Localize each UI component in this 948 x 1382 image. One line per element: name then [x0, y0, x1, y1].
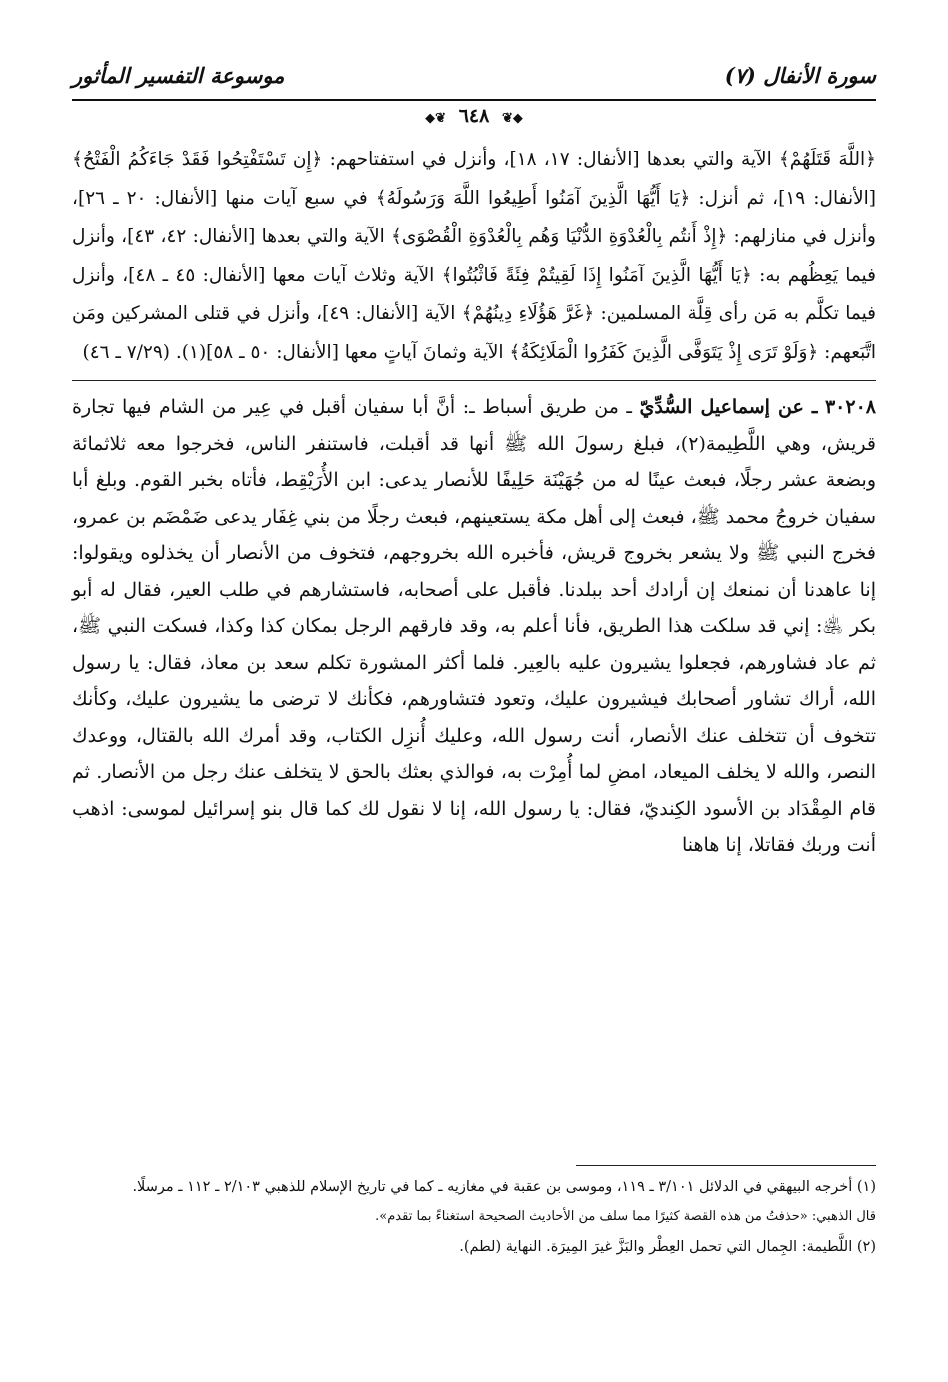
narration-text: ـ من طريق أسباط ـ: أنَّ أبا سفيان أقبل في عِير من الشام فيها تجارة قريش، وهي اللَّطِيمة(٢)، فبلغ رسولَ الله ﷺ أنها قد أقبلت، فاستنفر الناس، فخرجوا معه ثلاثمائة وبضعة عشر رجلًا، فبعث عينًا له من جُهَيْنَة حَلِيفًا للأنصار يدعى: ابن الأُرَيْقِط، فأتاه بخبر القوم. وبلغ أبا سفيان خروجُ محمد ﷺ، فبعث إلى أهل مكة يستعينهم، فبعث رجلًا من بني غِفَار يدعى ضَمْضَم بن عمرو، فخرج النبي ﷺ ولا يشعر بخروج قريش، فأخبره الله بخروجهم، فتخوف من الأنصار أن يخذلوه ويقولوا: إنا عاهدنا أن نمنعك إن أرادك أحد ببلدنا. فأقبل على أصحابه، فاستشارهم في طلب العير، فقال له أبو بكر ﵁: إني قد سلكت هذا الطريق، فأنا أعلم به، وقد فارقهم الرجل بمكان كذا وكذا، فسكت النبي ﷺ، ثم عاد فشاورهم، فجعلوا يشيرون عليه بالعِير. فلما أكثر المشورة تكلم سعد بن معاذ، فقال: يا رسول الله، أراك تشاور أصحابك فيشيرون عليك، وتعود فتشاورهم، فكأنك لا ترضى ما يشيرون عليك، وكأنك تتخوف أن تتخلف عنك الأنصار، أنت رسول الله، وعليك أُنزِل الكتاب، وقد أمرك الله بالقتال، ووعدك النصر، والله لا يخلف الميعاد، امضِ لما أُمِرْت به، فوالذي بعثك بالحق لا يتخلف عنك رجل من الأنصار. ثم قام المِقْدَاد بن الأسود الكِنديّ، فقال: يا رسول الله، إنا لا نقول لك كما قال بنو إسرائيل لموسى: اذهب أنت وربك فقاتلا، إنا هاهنا	[72, 396, 876, 856]
book-page	[72, 55, 876, 1355]
page-number-line	[72, 105, 876, 135]
continued-paragraph: ﴿اللَّهَ قَتَلَهُمْ﴾ الآية والتي بعدها [الأنفال: ١٧، ١٨]، وأنزل في استفتاحهم: ﴿إِن تَسْتَفْتِحُوا فَقَدْ جَاءَكُمُ الْفَتْحُ﴾ [الأنفال: ١٩]، ثم أنزل: ﴿يَا أَيُّهَا الَّذِينَ آمَنُوا أَطِيعُوا اللَّهَ وَرَسُولَهُ﴾ في سبع آيات منها [الأنفال: ٢٠ ـ ٢٦]، وأنزل في منازلهم: ﴿إِذْ أَنتُم بِالْعُدْوَةِ الدُّنْيَا وَهُم بِالْعُدْوَةِ الْقُصْوَى﴾ الآية والتي بعدها [الأنفال: ٤٢، ٤٣]، وأنزل فيما يَعِظُهم به: ﴿يَا أَيُّهَا الَّذِينَ آمَنُوا إِذَا لَقِيتُمْ فِئَةً فَاثْبُتُوا﴾ الآية وثلاث آيات معها [الأنفال: ٤٥ ـ ٤٨]، وأنزل فيما تكلَّم به مَن رأى قِلَّة المسلمين: ﴿غَرَّ هَؤُلَاءِ دِينُهُمْ﴾ الآية [الأنفال: ٤٩]، وأنزل في قتلى المشركين ومَن اتَّبَعهم: ﴿وَلَوْ تَرَى إِذْ يَتَوَفَّى الَّذِينَ كَفَرُوا الْمَلَائِكَةُ﴾ الآية وثمانَ آياتٍ معها [الأنفال: ٥٠ ـ ٥٨](١). (٧/٢٩ ـ ٤٦)	[72, 141, 876, 381]
narration-paragraph	[72, 389, 876, 864]
footnotes	[72, 1165, 876, 1264]
narrator-name: ـ عن إسماعيل السُّدِّيّ	[639, 396, 818, 418]
book-title: موسوعة التفسير المأثور	[72, 63, 285, 88]
ornament-left-icon: ❦◆	[425, 111, 447, 126]
footnote-2: (٢) اللَّطيمة: الجِمال التي تحمل العِطْر والبَزَّ غيرَ المِيرَة. النهاية (لطم).	[459, 1239, 876, 1255]
footnote-divider	[576, 1165, 876, 1166]
footnote-1: (١) أخرجه البيهقي في الدلائل ٣/١٠١ ـ ١١٩، وموسى بن عقبة في مغازيه ـ كما في تاريخ الإسلام للذهبي ٢/١٠٣ ـ ١١٢ ـ مرسلًا.	[132, 1179, 876, 1195]
narration-number: ٣٠٢٠٨	[824, 396, 876, 418]
page-number: ٦٤٨	[458, 105, 490, 127]
surah-title: سورة الأنفال (٧)	[724, 63, 876, 88]
ornament-right-icon: ◆❦	[501, 111, 523, 126]
footnote-1-note: قال الذهبي: «حذفتُ من هذه القصة كثيرًا مما سلف من الأحاديث الصحيحة استغناءً بما تقدم».	[375, 1209, 876, 1224]
running-header	[72, 55, 876, 101]
